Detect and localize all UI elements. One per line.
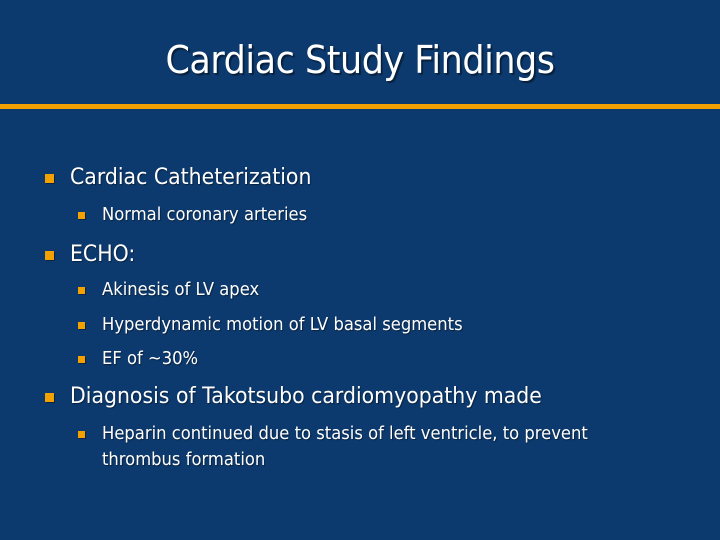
slide-title: Cardiac Study Findings <box>165 38 555 82</box>
sub-bullet-text: Hyperdynamic motion of LV basal segments <box>102 314 463 335</box>
sub-bullet-item <box>78 421 692 473</box>
sub-bullet-text: Normal coronary arteries <box>102 204 308 225</box>
sub-bullet-item <box>78 277 275 303</box>
square-bullet-icon <box>78 287 85 294</box>
square-bullet-icon <box>45 393 54 402</box>
sub-bullet-text: Heparin continued due to stasis of left ventricle, to prevent thrombus formation <box>102 423 588 470</box>
sub-bullet-item <box>78 312 498 338</box>
square-bullet-icon <box>45 251 54 260</box>
square-bullet-icon <box>45 174 54 183</box>
bullet-item <box>45 240 140 270</box>
square-bullet-icon <box>78 212 85 219</box>
sub-bullet-item <box>78 346 208 372</box>
bullet-text: Cardiac Catheterization <box>70 165 312 190</box>
sub-bullet-text: EF of ~30% <box>102 348 199 369</box>
bullet-item <box>45 382 577 412</box>
bullet-item <box>45 163 330 193</box>
sub-bullet-text: Akinesis of LV apex <box>102 279 260 300</box>
bullet-text: Diagnosis of Takotsubo cardiomyopathy made <box>70 384 542 409</box>
sub-bullet-item <box>78 202 327 228</box>
square-bullet-icon <box>78 356 85 363</box>
square-bullet-icon <box>78 431 85 438</box>
bullet-text: ECHO: <box>70 242 136 267</box>
square-bullet-icon <box>78 322 85 329</box>
